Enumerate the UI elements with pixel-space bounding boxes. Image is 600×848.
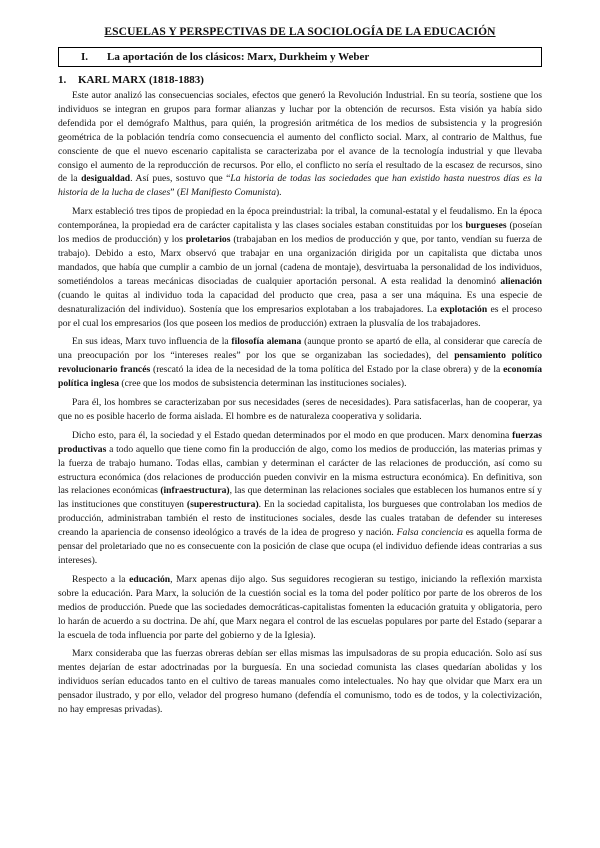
- text-run: En sus ideas, Marx tuvo influencia de la: [72, 336, 232, 348]
- text-run: Respecto a la: [72, 573, 130, 585]
- text-run: , Marx apenas dijo algo. Sus seguidores recogieran su testigo, iniciando la reflexión marxista sobre la educación. Para Marx, la solución de la cuestión social es la toma del poder político por parte de los obreros de los medios de producción. Puede que las sociedades democráticas-capitalistas fomenten la educación gratuita y obligatoria, pero lo harán de acuerdo a su doctrina. De ahí, que Marx negara el control de las escuelas populares por parte del Estado (separar a la escuela de toda influencia por parte del gobierno y de la Iglesia).: [58, 573, 542, 641]
- section-heading-box: [58, 47, 542, 67]
- bold-term: proletarios: [185, 234, 231, 246]
- text-run: a todo aquello que tiene como fin la producción de algo, como los medios de producción, las materias primas y la fuerza de trabajo humano. Todas ellas, cambian y determinan el carácter de las relaciones de producción, así como su estructura económica (dos relaciones de producción pueden convivir en la misma estructura económica). En definitiva, son las relaciones económicas: [58, 443, 542, 497]
- text-run: . Así pues, sostuvo que “: [130, 173, 231, 185]
- bold-term: educación: [129, 573, 171, 585]
- italic-text: Falsa conciencia: [396, 527, 463, 539]
- paragraph: [58, 647, 542, 717]
- bold-term: pensamiento político revolucionario francés: [58, 350, 542, 376]
- text-run: Este autor analizó las consecuencias sociales, efectos que generó la Revolución Industrial. En su teoría, sostiene que los individuos se integran en grupos para formar alianzas y luchar por la obtención de recursos. Esta visión ya había sido defendida por el demógrafo Malthus, para quién, la progresión aritmética de los medios de subsistencia y la progresión geométrica de la población tendría como consecuencia el aumento del conflicto social. Marx, al contrario de Malthus, fue consciente de que el nuevo escenario capitalista se caracterizaba por el avance de la tecnología industrial y que llevaba consigo el aumento de la reproducción de recursos. Por ello, el conflicto no sería el resultado de la escasez de recursos, sino de la: [58, 90, 542, 185]
- bold-term: fuerzas productivas: [58, 429, 542, 455]
- paragraph: [58, 573, 542, 643]
- text-run: Dicho esto, para él, la sociedad y el Estado quedan determinados por el modo en que producen. Marx denomina: [72, 429, 513, 441]
- subsection-number: 1.: [58, 74, 67, 86]
- bold-term: burgueses: [465, 220, 507, 232]
- document-title: ESCUELAS Y PERSPECTIVAS DE LA SOCIOLOGÍA DE LA EDUCACIÓN: [104, 26, 496, 38]
- text-run: Marx estableció tres tipos de propiedad en la época preindustrial: la tribal, la comunal-estatal y el feudalismo. En la época contemporánea, la propiedad era de carácter capitalista y las clases sociales estaban constituidas por los: [58, 206, 542, 232]
- text-run: (trabajaban en los medios de producción y que, por tanto, vendían su fuerza de trabajo). Debido a esto, Marx observó que trabajar en una organización dirigida por un capitalista que dictaba unos mandados, que había que cumplir a cambio de un jornal (cadena de montaje), desvirtuaba la personalidad de los individuos, sometiéndolos a tareas mecánicas disociadas de cualquier aportación personal. A esta realidad la denominó: [58, 234, 542, 287]
- text-run: (aunque pronto se apartó de ella, al considerar que carecía de una preocupación por los “intereses reales” por los que se organizaban las sociedades), del: [58, 336, 543, 362]
- text-run: Para él, los hombres se caracterizaban por sus necesidades (seres de necesidades). Para satisfacerlas, han de cooperar, ya que no es posible hacerlo de forma aislada. El hombre es de naturaleza cooperativa y solidaria.: [58, 397, 542, 422]
- paragraph: [58, 205, 542, 330]
- section-number: I.: [81, 51, 89, 63]
- paragraph: [58, 335, 542, 391]
- section-title: La aportación de los clásicos: Marx, Durkheim y Weber: [107, 51, 370, 63]
- bold-term: economía política inglesa: [58, 364, 542, 390]
- text-run: es el proceso por el cual los empresarios (los que poseen los medios de producción) extraen la plusvalía de los trabajadores.: [58, 303, 542, 329]
- paragraph: [58, 429, 542, 568]
- paragraph: [58, 89, 542, 200]
- text-run: (cuando le quitas al individuo toda la capacidad del producto que crea, pasa a ser una máquina. Es una especie de desnaturalización del individuo). Sostenía que los empresarios explotaban a los trabajadores. La: [58, 289, 542, 315]
- bold-term: explotación: [440, 303, 488, 315]
- subsection-title: KARL MARX (1818-1883): [78, 74, 204, 86]
- text-run: (cree que los modos de subsistencia determinan las instituciones sociales).: [119, 378, 407, 390]
- italic-text: El Manifiesto Comunista: [180, 187, 276, 199]
- text-run: . En la sociedad capitalista, los burgueses que controlaban los medios de producción, administraban también el resto de instituciones sociales, desde las cuales trataban de defender su intereses creando la apariencia de consenso ideológico a través de la idea de progreso y nación.: [58, 499, 542, 539]
- text-run: (poseían los medios de producción) y los: [58, 220, 542, 246]
- text-run: Marx consideraba que las fuerzas obreras debían ser ellas mismas las impulsadoras de su propia educación. Solo así sus mentes dejarían de estar adoctrinadas por la burguesía. En una sociedad comunista las clases quedarían abolidas y los individuos serían educados tanto en el cultivo de tareas manuales como intelectuales. No hay que olvidar que Marx era un pensador ilustrado, y por ello, velador del progreso humano (defendía el comunismo, todo es de todos, y la colectivización, no hay empresas privadas).: [58, 648, 542, 716]
- bold-term: (infraestructura): [160, 485, 230, 497]
- paragraph: [58, 396, 542, 424]
- text-run: ).: [275, 187, 282, 199]
- text-run: es aquella forma de pensar del proletariado que no es consecuente con la posición de clase que ocupa (el individuo defiende ideas contrarias a sus intereses).: [58, 527, 542, 566]
- text-run: ” (: [170, 187, 181, 199]
- text-run: , las que determinan las relaciones sociales que establecen los humanos entre sí y las instituciones que constituyen: [58, 485, 542, 511]
- subsection-heading: [58, 74, 542, 86]
- bold-term: alienación: [500, 275, 542, 287]
- text-run: (rescató la idea de la necesidad de la toma política del Estado por la clase obrera) y de la: [150, 364, 504, 376]
- bold-term: (superestructura): [186, 499, 259, 511]
- body-text: [58, 89, 542, 717]
- italic-text: La historia de todas las sociedades que han existido hasta nuestros días es la historia de la lucha de clases: [58, 173, 542, 199]
- bold-term: desigualdad: [81, 173, 131, 185]
- bold-term: filosofía alemana: [231, 336, 302, 348]
